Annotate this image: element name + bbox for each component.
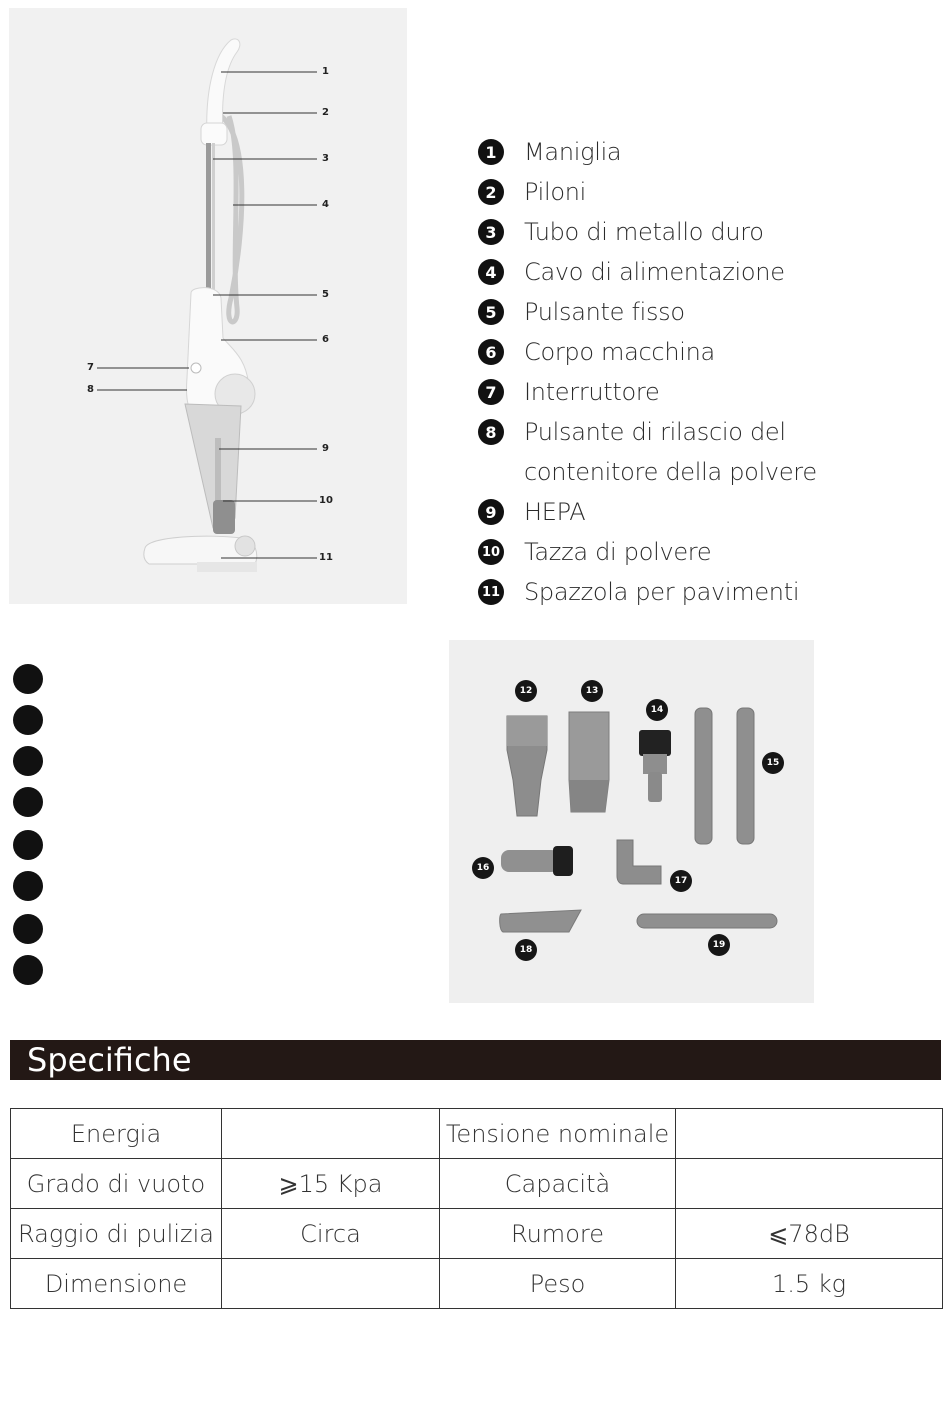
part-label: Spazzola per pavimenti [524,578,800,606]
bullet-dot [13,871,43,901]
part-item [478,132,918,172]
part-label [524,412,817,492]
bullet-dot [13,664,43,694]
bullet-dot [13,746,43,776]
callout-4: 4 [322,199,329,210]
accessories-illustration [449,640,814,1003]
bullet-dot [13,830,43,860]
part-label: Cavo di alimentazione [524,258,785,286]
part-number-badge: 10 [478,539,504,565]
part-item [478,252,918,292]
callout-2: 2 [322,107,329,118]
callout-8: 8 [87,384,94,395]
callout-5: 5 [322,289,329,300]
table-row [11,1109,943,1159]
spec-label: Dimensione [11,1259,222,1309]
table-row [11,1209,943,1259]
callout-1: 1 [322,66,329,77]
specs-table [10,1108,943,1309]
table-row [11,1259,943,1309]
part-item [478,572,918,612]
part-label: Tazza di polvere [524,538,712,566]
part-label: Corpo macchina [524,338,715,366]
spec-value: Circa [222,1209,440,1259]
bullet-dot [13,914,43,944]
callout-10: 10 [319,495,333,506]
part-number-badge: 6 [478,339,504,365]
accessory-badge-17: 17 [670,870,692,892]
spec-value [222,1259,440,1309]
callout-9: 9 [322,443,329,454]
part-label: Interruttore [524,378,660,406]
part-number-badge: 7 [478,379,504,405]
specs-title: Specifiche [27,1041,192,1079]
callout-11: 11 [319,552,333,563]
part-label-line-2: contenitore della polvere [524,458,817,486]
part-number-badge: 2 [478,179,504,205]
part-item [478,372,918,412]
accessory-badge-13: 13 [581,680,603,702]
spec-label: Peso [440,1259,676,1309]
accessory-badge-14: 14 [646,699,668,721]
table-row [11,1159,943,1209]
bullet-dot [13,955,43,985]
accessory-badge-19: 19 [708,934,730,956]
spec-value [676,1159,943,1209]
part-label-line-1: Pulsante di rilascio del [524,418,786,446]
spec-label: Energia [11,1109,222,1159]
callout-6: 6 [322,334,329,345]
spec-value: ⩽78dB [676,1209,943,1259]
specs-header-bar [10,1040,941,1080]
part-item [478,332,918,372]
part-number-badge: 5 [478,299,504,325]
part-label: HEPA [524,498,586,526]
spec-value [222,1109,440,1159]
part-number-badge: 1 [478,139,504,165]
part-label: Piloni [524,178,587,206]
parts-legend [478,132,918,612]
part-label: Pulsante fisso [524,298,685,326]
accessories-photo [449,640,814,1003]
part-number-badge: 9 [478,499,504,525]
part-item [478,212,918,252]
vacuum-illustration [9,8,407,604]
part-number-badge: 4 [478,259,504,285]
bullet-dot [13,705,43,735]
callout-3: 3 [322,153,329,164]
part-label: Tubo di metallo duro [524,218,764,246]
bullet-dot [13,787,43,817]
accessory-badge-16: 16 [472,857,494,879]
accessory-badge-12: 12 [515,680,537,702]
callout-7: 7 [87,362,94,373]
part-number-badge: 3 [478,219,504,245]
spec-label: Rumore [440,1209,676,1259]
part-item [478,292,918,332]
part-item [478,532,918,572]
part-item [478,492,918,532]
spec-label: Grado di vuoto [11,1159,222,1209]
spec-label: Raggio di pulizia [11,1209,222,1259]
part-label: Maniglia [524,138,622,166]
accessory-badge-18: 18 [515,939,537,961]
spec-value: 1.5 kg [676,1259,943,1309]
part-number-badge: 8 [478,419,504,445]
vacuum-product-photo [9,8,407,604]
spec-label: Tensione nominale [440,1109,676,1159]
accessory-badge-15: 15 [762,752,784,774]
spec-value: ⩾15 Kpa [222,1159,440,1209]
spec-label: Capacità [440,1159,676,1209]
part-number-badge: 11 [478,579,504,605]
spec-value [676,1109,943,1159]
part-item [478,412,918,492]
part-item [478,172,918,212]
